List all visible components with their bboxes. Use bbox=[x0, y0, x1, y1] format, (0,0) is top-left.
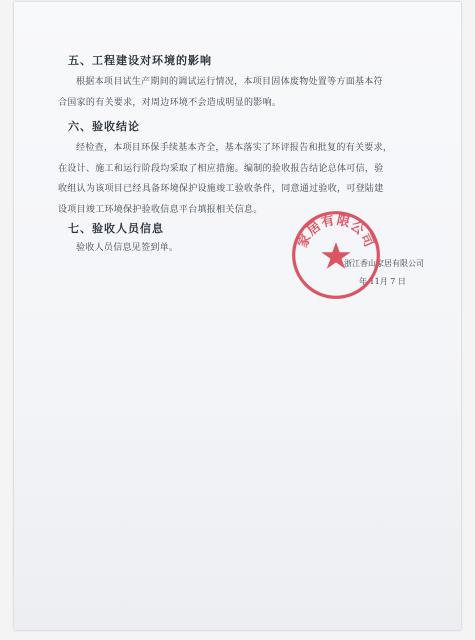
section6-title: 六、验收结论 bbox=[68, 120, 140, 133]
section6-line: 设项目竣工环境保护验收信息平台填报相关信息。 bbox=[58, 204, 263, 215]
section6-line: 在设计、施工和运行阶段均采取了相应措施。编制的验收报告结论总体可信，验 bbox=[58, 163, 384, 174]
section6-body bbox=[58, 138, 392, 220]
section7-title: 七、验收人员信息 bbox=[68, 222, 164, 235]
section5-body bbox=[58, 72, 383, 113]
section5-line: 合国家的有关要求，对周边环境不会造成明显的影响。 bbox=[58, 97, 282, 108]
seal-text: 家居有限公司 bbox=[295, 213, 377, 251]
section6-line: 收组认为该项目已经具备环境保护设施竣工验收条件，同意通过验收，可登陆建 bbox=[58, 184, 384, 194]
section6-line: 经检查，本项目环保手续基本齐全，基本落实了环评报告和批复的有关要求， bbox=[76, 143, 393, 153]
signature-company: 浙江香山家居有限公司 bbox=[344, 259, 424, 268]
section7-body bbox=[58, 238, 178, 259]
company-seal bbox=[290, 209, 382, 301]
section5-title: 五、工程建设对环境的影响 bbox=[68, 54, 212, 67]
seal-star-icon bbox=[321, 242, 350, 269]
document-page bbox=[14, 2, 461, 630]
section5-line: 根据本项目试生产期间的调试运行情况，本项目固体废物处置等方面基本符 bbox=[76, 77, 383, 87]
signature-date: 年 11月 7 日 bbox=[359, 277, 406, 286]
section7-line: 验收人员信息见签到单。 bbox=[76, 243, 179, 253]
